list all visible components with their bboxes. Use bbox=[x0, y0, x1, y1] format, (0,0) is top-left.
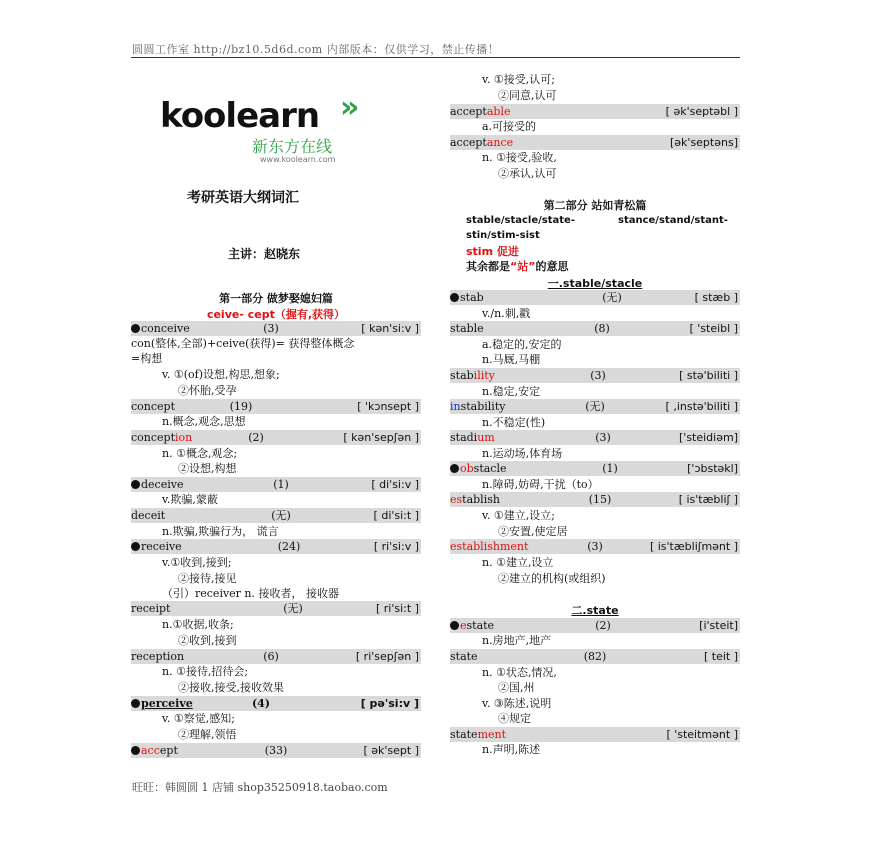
frequency: (无) bbox=[283, 602, 303, 615]
section-heading-state: 二.state bbox=[571, 604, 619, 617]
pronunciation: [ pə'si:v ] bbox=[360, 697, 419, 710]
frequency: (3) bbox=[590, 369, 606, 382]
definition: n.声明,陈述 bbox=[482, 743, 541, 756]
headword: stability bbox=[450, 369, 495, 382]
entry-deceit bbox=[131, 508, 421, 523]
pronunciation: [ is'tæbliʃ ] bbox=[678, 493, 738, 506]
entry-reception bbox=[131, 649, 421, 664]
headword: acceptance bbox=[450, 136, 514, 149]
entry-state bbox=[450, 649, 740, 664]
frequency: (15) bbox=[588, 493, 612, 506]
definition: ②收到,接到 bbox=[178, 634, 237, 647]
definition: v.①收到,接到; bbox=[162, 556, 232, 569]
entry-stable bbox=[450, 321, 740, 336]
entry-deceive bbox=[131, 477, 421, 492]
frequency: (19) bbox=[229, 400, 253, 413]
stim-note: stim 促进 bbox=[466, 245, 519, 258]
definition: v. ③陈述,说明 bbox=[482, 697, 552, 710]
definition: n.概念,观念,思想 bbox=[162, 415, 246, 428]
definition: n. ①接受,验收, bbox=[482, 151, 557, 164]
pronunciation: [ ək'septəbl ] bbox=[665, 105, 738, 118]
frequency: (无) bbox=[602, 291, 622, 304]
bullet-icon bbox=[131, 542, 140, 551]
frequency: (8) bbox=[594, 322, 610, 335]
rest-note: 其余都是“站”的意思 bbox=[466, 260, 569, 273]
entry-stadium bbox=[450, 430, 740, 445]
pronunciation: [i'steit] bbox=[699, 619, 738, 632]
root-list: stin/stim-sist bbox=[466, 230, 540, 241]
definition: n.不稳定(性) bbox=[482, 416, 546, 429]
koolearn-logo bbox=[160, 90, 370, 166]
bullet-icon bbox=[450, 464, 459, 473]
note-line: =构想 bbox=[131, 352, 163, 365]
frequency: (3) bbox=[587, 540, 603, 553]
definition: n. ①建立,设立 bbox=[482, 556, 554, 569]
entry-receipt bbox=[131, 601, 421, 616]
pronunciation: [ək'septəns] bbox=[669, 136, 738, 149]
pronunciation: ['ɔbstəkl] bbox=[687, 462, 738, 475]
definition: ④规定 bbox=[498, 712, 531, 725]
pronunciation: [ ri'sepʃən ] bbox=[355, 650, 419, 663]
part2-title: 第二部分 站如青松篇 bbox=[543, 199, 647, 212]
definition: n.房地产,地产 bbox=[482, 634, 552, 647]
definition: v. ①(of)设想,构思,想象; bbox=[162, 368, 280, 381]
speaker-line: 主讲：赵晓东 bbox=[228, 247, 301, 261]
frequency: (6) bbox=[263, 650, 279, 663]
definition: a.稳定的,安定的 bbox=[482, 338, 562, 351]
headword: receipt bbox=[131, 602, 171, 615]
pronunciation: [ kən'sepʃən ] bbox=[343, 431, 419, 444]
bullet-icon bbox=[450, 621, 459, 630]
logo-wordmark: koolearn bbox=[160, 96, 320, 136]
definition: v.欺骗,蒙蔽 bbox=[162, 493, 218, 506]
definition: ②设想,构想 bbox=[178, 462, 237, 475]
section-heading-stable: 一.stable/stacle bbox=[547, 277, 643, 290]
bullet-icon bbox=[131, 480, 140, 489]
headword: instability bbox=[450, 400, 506, 413]
pronunciation: [ di'si:t ] bbox=[373, 509, 419, 522]
headword: statement bbox=[450, 728, 507, 741]
footer-note: 旺旺：韩圆圆 1 店铺 shop35250918.taobao.com bbox=[132, 781, 388, 794]
pronunciation: [ 'kɔnsept ] bbox=[357, 400, 419, 413]
definition: n. ①状态,情况, bbox=[482, 666, 557, 679]
headword: establishment bbox=[450, 540, 529, 553]
definition: v. ①接受,认可; bbox=[482, 73, 555, 86]
pronunciation: [ kən'si:v ] bbox=[361, 322, 419, 335]
ceive-heading: ceive- cept（握有,获得） bbox=[206, 308, 346, 321]
headword: reception bbox=[131, 650, 185, 663]
entry-establishment bbox=[450, 539, 740, 554]
definition: n. ①接待,招待会; bbox=[162, 665, 249, 678]
entry-conception bbox=[131, 430, 421, 445]
headword: concept bbox=[131, 400, 175, 413]
entry-acceptable bbox=[450, 104, 740, 119]
pronunciation: [ ri'si:v ] bbox=[373, 540, 419, 553]
pronunciation: [ teit ] bbox=[703, 650, 738, 663]
entry-accept bbox=[131, 743, 421, 758]
definition: v. ①建立,设立; bbox=[482, 509, 555, 522]
headword: acceptable bbox=[450, 105, 511, 118]
entry-obstacle bbox=[450, 461, 740, 476]
pronunciation: [ stə'biliti ] bbox=[679, 369, 738, 382]
definition: n.稳定,安定 bbox=[482, 385, 541, 398]
entry-statement bbox=[450, 727, 740, 742]
frequency: (3) bbox=[595, 431, 611, 444]
entry-perceive bbox=[131, 696, 421, 711]
pronunciation: [ 'steibl ] bbox=[689, 322, 738, 335]
frequency: (4) bbox=[251, 697, 271, 710]
pronunciation: [ is'tæbliʃmənt ] bbox=[649, 540, 738, 553]
entry-instability bbox=[450, 399, 740, 414]
frequency: (1) bbox=[602, 462, 618, 475]
frequency: (无) bbox=[271, 509, 291, 522]
definition: n.运动场,体育场 bbox=[482, 447, 563, 460]
headword: stab bbox=[450, 290, 484, 305]
headword: conceive bbox=[131, 321, 190, 336]
entry-stability bbox=[450, 368, 740, 383]
entry-establish bbox=[450, 492, 740, 507]
definition: ②理解,领悟 bbox=[178, 728, 237, 741]
frequency: (2) bbox=[595, 619, 611, 632]
definition: v. ①察觉,感知; bbox=[162, 712, 235, 725]
header-divider bbox=[131, 57, 740, 58]
definition: ②接收,接受,接收效果 bbox=[178, 681, 284, 694]
note-line: con(整体,全部)+ceive(获得)= 获得整体概念 bbox=[131, 337, 355, 350]
logo-chinese-name: 新东方在线 bbox=[252, 137, 333, 156]
frequency: (33) bbox=[264, 744, 288, 757]
definition: n.①收据,收条; bbox=[162, 618, 234, 631]
pronunciation: [ stæb ] bbox=[694, 291, 738, 304]
definition: n.马厩,马棚 bbox=[482, 353, 541, 366]
chevron-right-icon: » bbox=[340, 90, 360, 125]
frequency: (1) bbox=[273, 478, 289, 491]
root-list: stance/stand/stant- bbox=[618, 215, 728, 226]
definition: ②怀胎,受孕 bbox=[178, 384, 237, 397]
headword: deceit bbox=[131, 509, 166, 522]
headword: accept bbox=[131, 743, 178, 758]
bullet-icon bbox=[450, 293, 459, 302]
headword: deceive bbox=[131, 477, 183, 492]
header-note: 圆圆工作室 http://bz10.5d6d.com 内部版本：仅供学习，禁止传播！ bbox=[132, 43, 500, 56]
entry-receive bbox=[131, 539, 421, 554]
headword: perceive bbox=[131, 696, 193, 711]
pronunciation: [ di'si:v ] bbox=[371, 478, 419, 491]
definition: v./n.刺,戳 bbox=[482, 307, 531, 320]
entry-estate bbox=[450, 618, 740, 633]
pronunciation: ['steidiəm] bbox=[679, 431, 738, 444]
document-title: 考研英语大纲词汇 bbox=[187, 190, 299, 206]
logo-url: www.koolearn.com bbox=[260, 155, 336, 164]
definition: ②承认,认可 bbox=[498, 167, 557, 180]
headword: stable bbox=[450, 322, 484, 335]
part1-title: 第一部分 做梦娶媳妇篇 bbox=[219, 292, 333, 305]
root-list: stable/stacle/state- bbox=[466, 215, 575, 226]
definition: n. ①概念,观念; bbox=[162, 447, 238, 460]
entry-conceive bbox=[131, 321, 421, 336]
pronunciation: [ 'steitmənt ] bbox=[666, 728, 738, 741]
entry-stab bbox=[450, 290, 740, 305]
headword: state bbox=[450, 650, 478, 663]
bullet-icon bbox=[131, 746, 140, 755]
definition: （引）receiver n. 接收者， 接收器 bbox=[162, 587, 340, 600]
definition: ②同意,认可 bbox=[498, 89, 557, 102]
pronunciation: [ ək'sept ] bbox=[363, 744, 419, 757]
bullet-icon bbox=[131, 324, 140, 333]
definition: n.障碍,妨碍,干扰（to） bbox=[482, 478, 599, 491]
definition: n.欺骗,欺骗行为， 谎言 bbox=[162, 525, 279, 538]
definition: ②安置,使定居 bbox=[498, 525, 568, 538]
bullet-icon bbox=[131, 699, 140, 708]
definition: ②国,州 bbox=[498, 681, 535, 694]
headword: obstacle bbox=[450, 461, 506, 476]
headword: estate bbox=[450, 618, 494, 633]
pronunciation: [ ri'si:t ] bbox=[376, 602, 419, 615]
frequency: (3) bbox=[263, 322, 279, 335]
definition: a.可接受的 bbox=[482, 120, 537, 133]
frequency: (2) bbox=[248, 431, 264, 444]
headword: conception bbox=[131, 431, 193, 444]
headword: stadium bbox=[450, 431, 495, 444]
entry-concept bbox=[131, 399, 421, 414]
entry-acceptance bbox=[450, 135, 740, 150]
headword: receive bbox=[131, 539, 182, 554]
definition: ②建立的机构(或组织) bbox=[498, 572, 606, 585]
frequency: (82) bbox=[583, 650, 607, 663]
headword: establish bbox=[450, 493, 500, 506]
frequency: (24) bbox=[277, 540, 301, 553]
frequency: (无) bbox=[585, 400, 605, 413]
definition: ②接待,接见 bbox=[178, 572, 237, 585]
pronunciation: [ ,instə'biliti ] bbox=[665, 400, 738, 413]
